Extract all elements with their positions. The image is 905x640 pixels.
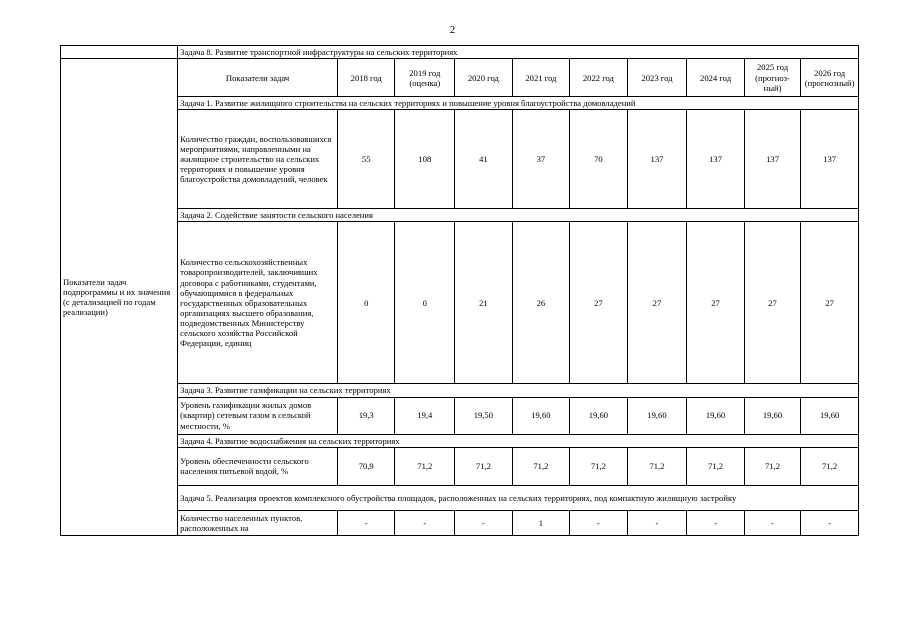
value-cell: - bbox=[455, 510, 513, 535]
value-cell: 137 bbox=[801, 110, 859, 209]
row-label: Показатели задач подпрограммы и их значения (с детализацией по годам реализации) bbox=[61, 59, 178, 536]
value-cell: - bbox=[687, 510, 745, 535]
value-cell: 37 bbox=[512, 110, 570, 209]
value-cell: 19,60 bbox=[512, 397, 570, 434]
value-cell: 27 bbox=[687, 222, 745, 384]
value-cell: 27 bbox=[801, 222, 859, 384]
value-cell: 19,4 bbox=[395, 397, 455, 434]
value-cell: 71,2 bbox=[801, 447, 859, 485]
value-cell: 19,3 bbox=[337, 397, 395, 434]
value-cell: 71,2 bbox=[512, 447, 570, 485]
value-cell: 19,50 bbox=[455, 397, 513, 434]
indicator-name: Количество граждан, воспользовавшихся мероприятиями, направленными на жилищное строительство на сельских территориях и повышение уровня благоустройства домовладений, человек bbox=[178, 110, 338, 209]
value-cell: 27 bbox=[744, 222, 800, 384]
header-year: 2026 год (прогнозный) bbox=[801, 59, 859, 97]
value-cell: - bbox=[337, 510, 395, 535]
header-year: 2025 год (прогноз-ный) bbox=[744, 59, 800, 97]
task-title: Задача 4. Развитие водоснабжения на сельских территориях bbox=[178, 434, 859, 447]
value-cell: 1 bbox=[512, 510, 570, 535]
task-title: Задача 2. Содействие занятости сельского населения bbox=[178, 209, 859, 222]
task-title: Задача 1. Развитие жилищного строительства на сельских территориях и повышение уровня благоустройства домовладений bbox=[178, 97, 859, 110]
value-cell: - bbox=[395, 510, 455, 535]
value-cell: 19,60 bbox=[687, 397, 745, 434]
task-title: Задача 5. Реализация проектов комплексного обустройства площадок, расположенных на сельских территориях, под компактную жилищную застройку bbox=[178, 485, 859, 510]
header-year: 2024 год bbox=[687, 59, 745, 97]
value-cell: 19,60 bbox=[570, 397, 628, 434]
value-cell: - bbox=[744, 510, 800, 535]
value-cell: 27 bbox=[570, 222, 628, 384]
page-number: 2 bbox=[449, 24, 456, 36]
value-cell: 71,2 bbox=[395, 447, 455, 485]
value-cell: 27 bbox=[627, 222, 687, 384]
header-year: 2018 год bbox=[337, 59, 395, 97]
value-cell: - bbox=[627, 510, 687, 535]
value-cell: 19,60 bbox=[627, 397, 687, 434]
value-cell: 0 bbox=[337, 222, 395, 384]
header-year: 2023 год bbox=[627, 59, 687, 97]
value-cell: 21 bbox=[455, 222, 513, 384]
header-year: 2019 год (оценка) bbox=[395, 59, 455, 97]
value-cell: 137 bbox=[687, 110, 745, 209]
value-cell: 70,9 bbox=[337, 447, 395, 485]
value-cell: 71,2 bbox=[455, 447, 513, 485]
value-cell: 137 bbox=[744, 110, 800, 209]
task-title: Задача 3. Развитие газификации на сельских территориях bbox=[178, 384, 859, 397]
indicator-name: Количество населенных пунктов, расположенных на bbox=[178, 510, 338, 535]
value-cell: 71,2 bbox=[744, 447, 800, 485]
value-cell: 108 bbox=[395, 110, 455, 209]
indicator-name: Уровень обеспеченности сельского населения питьевой водой, % bbox=[178, 447, 338, 485]
value-cell: 70 bbox=[570, 110, 628, 209]
value-cell: 55 bbox=[337, 110, 395, 209]
value-cell: - bbox=[801, 510, 859, 535]
value-cell: 26 bbox=[512, 222, 570, 384]
value-cell: 0 bbox=[395, 222, 455, 384]
value-cell: - bbox=[570, 510, 628, 535]
value-cell: 41 bbox=[455, 110, 513, 209]
header-year: 2021 год bbox=[512, 59, 570, 97]
value-cell: 19,60 bbox=[744, 397, 800, 434]
value-cell: 19,60 bbox=[801, 397, 859, 434]
value-cell: 71,2 bbox=[687, 447, 745, 485]
task-8-title: Задача 8. Развитие транспортной инфраструктуры на сельских территориях bbox=[178, 46, 859, 59]
header-year: 2022 год bbox=[570, 59, 628, 97]
indicator-name: Количество сельскохозяйственных товаропроизводителей, заключивших договора с работниками, студентами, обучающимися в федеральных государственных образовательных организациях высшего образования, подведомственных Министерству сельского хозяйства Российской Федерации, единиц bbox=[178, 222, 338, 384]
value-cell: 137 bbox=[627, 110, 687, 209]
empty-cell bbox=[61, 46, 178, 59]
header-indicator: Показатели задач bbox=[178, 59, 338, 97]
value-cell: 71,2 bbox=[627, 447, 687, 485]
header-year: 2020 год bbox=[455, 59, 513, 97]
indicators-table bbox=[60, 45, 859, 536]
indicator-name: Уровень газификации жилых домов (квартир) сетевым газом в сельской местности, % bbox=[178, 397, 338, 434]
value-cell: 71,2 bbox=[570, 447, 628, 485]
